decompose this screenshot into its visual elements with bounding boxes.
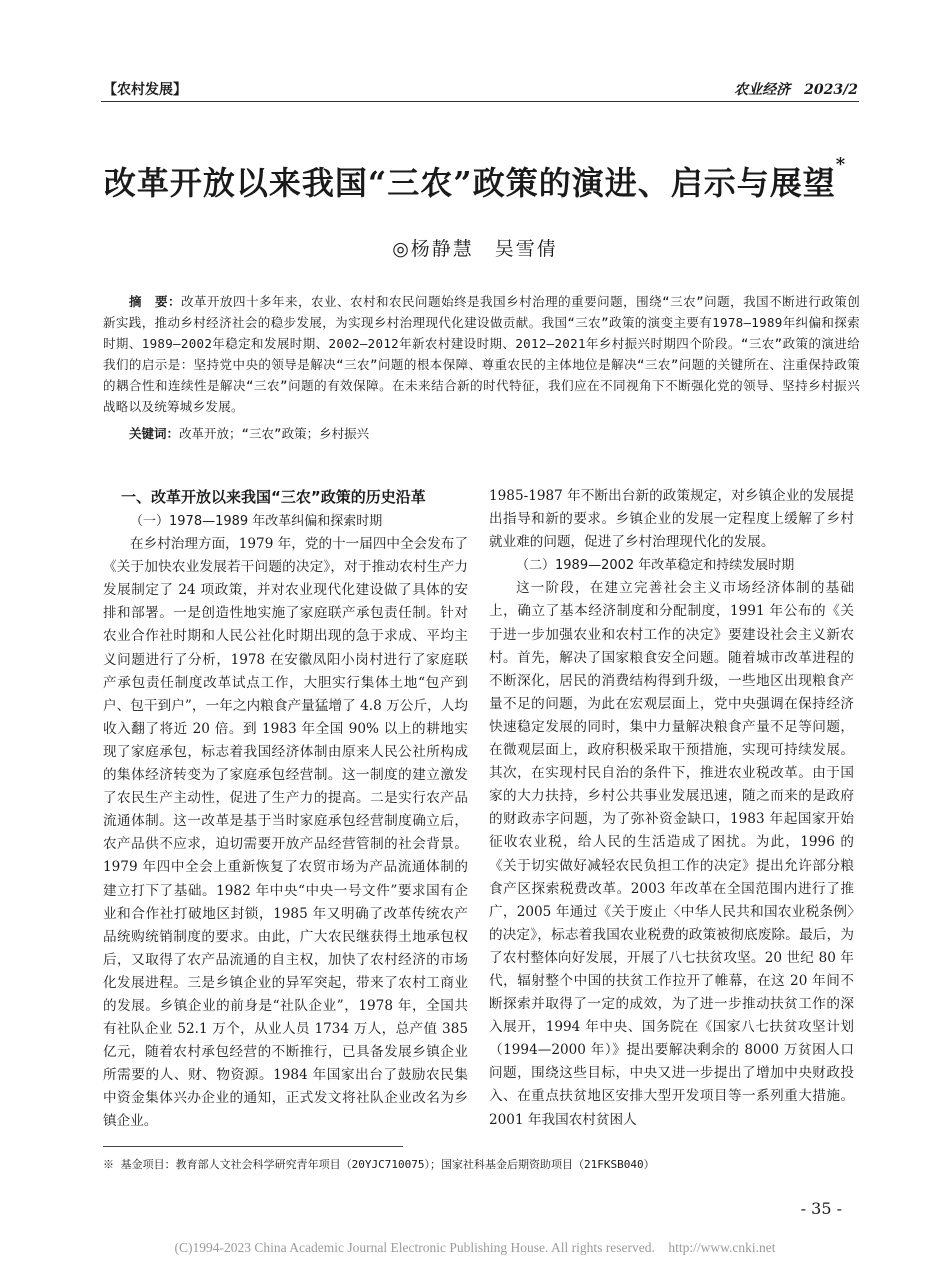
keywords-label: 关键词： <box>129 426 180 441</box>
left-column <box>103 485 468 1134</box>
authors: ◎杨静慧 吴雪倩 <box>392 238 558 260</box>
title-footnote-mark: * <box>835 154 847 175</box>
abstract-text: 改革开放四十多年来，农业、农村和农民问题始终是我国乡村治理的重要问题，围绕“三农”问题，我国不断进行政策创新实践，推动乡村经济社会的稳步发展，为实现乡村治理现代化建设做贡献。我国“三农”政策的演变主要有1978—1989年纠偏和探索时期、1989—2002年稳定和发展时期、2002—2012年新农村建设时期、2012—2021年乡村振兴时期四个阶段。“三农”政策的演进给我们的启示是：坚持党中央的领导是解决“三农”问题的根本保障、尊重农民的主体地位是解决“三农”问题的关键所在、注重保持政策的耦合性和连续性是解决“三农”问题的有效保障。在未来结合新的时代特征，我们应在不同视角下不断强化党的领导、坚持乡村振兴战略以及统筹城乡发展。 <box>103 294 861 414</box>
body-paragraph-continued: 1985-1987 年不断出台新的政策规定，对乡镇企业的发展提出指导和新的要求。乡镇企业的发展一定程度上缓解了乡村就业难的问题，促进了乡村治理现代化的发展。 <box>489 488 854 551</box>
journal-issue: 农业经济 2023/2 <box>734 82 858 98</box>
header-divider <box>101 101 859 102</box>
copyright-watermark: (C)1994-2023 China Academic Journal Electronic Publishing House. All rights reserved. http://www.cnki.net <box>174 1240 776 1255</box>
body-paragraph: 这一阶段，在建立完善社会主义市场经济体制的基础上，确立了基本经济制度和分配制度，1991 年公布的《关于进一步加强农业和农村工作的决定》要建设社会主义新农村。首先，解决了国家粮食安全问题。随着城市改革进程的不断深化，居民的消费结构得到升级，一些地区出现粮食产量不足的问题，为此在宏观层面上，党中央强调在保持经济快速稳定发展的同时，集中力量解决粮食产量不足等问题，在微观层面上，政府积极采取干预措施，实现可持续发展。其次，在实现村民自治的条件下，推进农业税改革。由于国家的大力扶持，乡村公共事业发展迅速，随之而来的是政府的财政赤字问题，为了弥补资金缺口，1983 年起国家开始征收农业税，给人民的生活造成了困扰。为此，1996 的《关于切实做好减轻农民负担工作的决定》提出允许部分粮食产区探索税费改革。2003 年改革在全国范围内进行了推广，2005 年通过《关于废止〈中华人民共和国农业税条例〉的决定》，标志着我国农业税费的政策被彻底废除。最后，为了农村整体向好发展，开展了八七扶贫攻坚。20 世纪 80 年代，辐射整个中国的扶贫工作拉开了帷幕，在这 20 年间不断探索并取得了一定的成效，为了进一步推动扶贫工作的深入展开，1994 年中央、国务院在《国家八七扶贫攻坚计划（1994—2000 年）》提出要解决剩余的 8000 万贫困人口问题，围绕这些目标，中央又进一步提出了增加中央财政投入、在重点扶贫地区安排大型开发项目等一系列重大措施。2001 年我国农村贫困人 <box>489 580 854 1128</box>
section-label: 【农村发展】 <box>103 82 187 98</box>
abstract <box>103 291 860 417</box>
footnote-divider <box>103 1146 403 1147</box>
body-paragraph: 在乡村治理方面，1979 年，党的十一届四中全会发布了《关于加快农业发展若干问题的决定》，对于推动农村生产力发展制定了 24 项政策，并对农业现代化建设做了具体的安排和部署。一是创造性地实施了家庭联产承包责任制。针对农业合作社时期和人民公社化时期出现的急于求成、平均主义问题进行了分析，1978 在安徽凤阳小岗村进行了家庭联产承包责任制度改革试点工作，大胆实行集体土地“包产到户、包干到户”，一年之内粮食产量猛增了 4.8 万公斤，人均收入翻了将近 20 倍。到 1983 年全国 90% 以上的耕地实现了家庭承包，标志着我国经济体制由原来人民公社所构成的集体经济转变为了家庭承包经营制。这一制度的建立激发了农民生产主动性，促进了生产力的提高。二是实行农产品流通体制。这一改革是基于当时家庭承包经营制度确立后，农产品供不应求，迫切需要开放产品经营管制的社会背景。1979 年四中全会上重新恢复了农贸市场为产品流通体制的建立打下了基础。1982 年中央“中央一号文件”要求国有企业和合作社打破地区封锁，1985 年又明确了改革传统农产品统购统销制度的要求。由此，广大农民继获得土地承包权后，又取得了农产品流通的自主权，加快了农村经济的市场化发展进程。三是乡镇企业的异军突起，带来了农村工商业的发展。乡镇企业的前身是“社队企业”，1978 年，全国共有社队企业 52.1 万个，从业人员 1734 万人，总产值 385 亿元，随着农村承包经营的不断推行，已具备发展乡镇企业所需要的人、财、物资源。1984 年国家出台了鼓励农民集中资金集体兴办企业的通知，正式发文将社队企业改名为乡镇企业。 <box>103 536 468 1130</box>
subsection-heading-2: （二）1989—2002 年改革稳定和持续发展时期 <box>516 558 795 574</box>
right-column <box>489 485 854 1132</box>
title-text: 改革开放以来我国“三农”政策的演进、启示与展望 <box>103 164 836 202</box>
keywords <box>129 424 369 442</box>
keywords-text: 改革开放；“三农”政策；乡村振兴 <box>179 426 370 441</box>
abstract-label: 摘 要： <box>129 294 182 309</box>
page-number: - 35 - <box>800 1199 842 1218</box>
article-title <box>0 154 950 204</box>
funding-footnote: ※ 基金项目：教育部人文社会科学研究青年项目（20YJC710075）；国家社科基金后期资助项目（21FKSB040） <box>103 1158 655 1171</box>
section-heading-1: 一、改革开放以来我国“三农”政策的历史沿革 <box>121 488 426 506</box>
subsection-heading-1: （一）1978—1989 年改革纠偏和探索时期 <box>130 514 383 529</box>
